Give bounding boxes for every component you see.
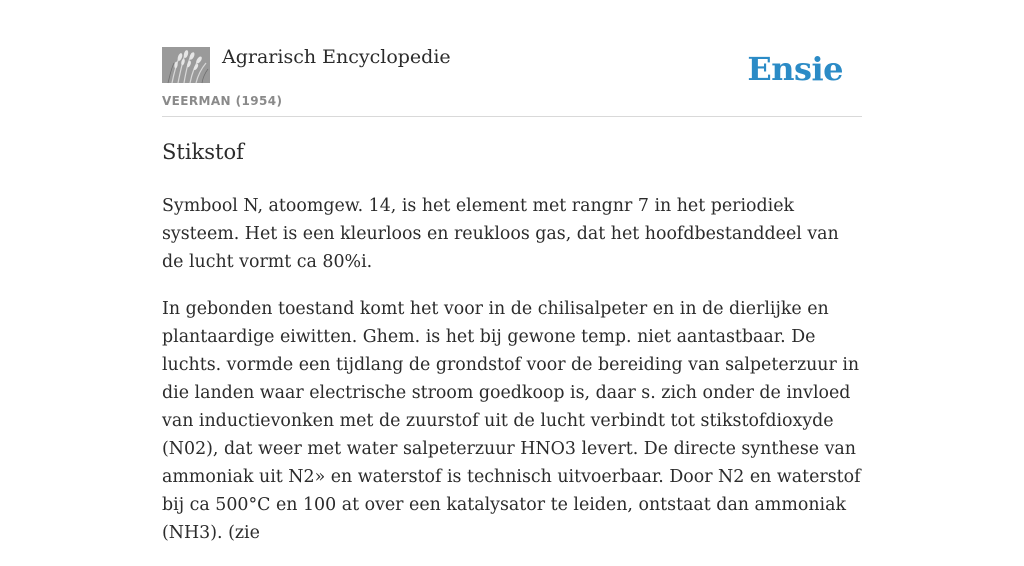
paragraph: In gebonden toestand komt het voor in de chilisalpeter en in de dierlijke en plantaardige eiwitten. Ghem. is het bij gewone temp. niet aantastbaar. De luchts. vormde een tijdlang de grondstof voor de bereiding van salpeterzuur in die landen waar electrische stroom goedkoop is, daar s. zich onder de invloed van inductievonken met de zuurstof uit de lucht verbindt tot stikstofdioxyde (N02), dat weer met water salpeterzuur HNO3 levert. De directe synthese van ammoniak uit N2» en waterstof is technisch uitvoerbaar. Door N2 en waterstof bij ca 500°C en 100 at over een katalysator te leiden, ontstaat dan ammoniak (NH3). (zie <box>162 299 861 543</box>
paragraph: Symbool N, atoomgew. 14, is het element met rangnr 7 in het periodiek systeem. Het is een kleurloos en reukloos gas, dat het hoofdbestanddeel van de lucht vormt ca 80%i. <box>162 196 839 272</box>
brand-logo[interactable]: Ensie <box>747 50 843 88</box>
wheat-logo-icon[interactable] <box>162 47 210 83</box>
publication-title[interactable]: Agrarisch Encyclopedie <box>222 46 451 68</box>
article-body <box>162 192 864 566</box>
page-container <box>162 0 862 543</box>
publication-header <box>162 0 862 117</box>
article-title: Stikstof <box>162 140 244 164</box>
author-year: VEERMAN (1954) <box>162 94 283 108</box>
